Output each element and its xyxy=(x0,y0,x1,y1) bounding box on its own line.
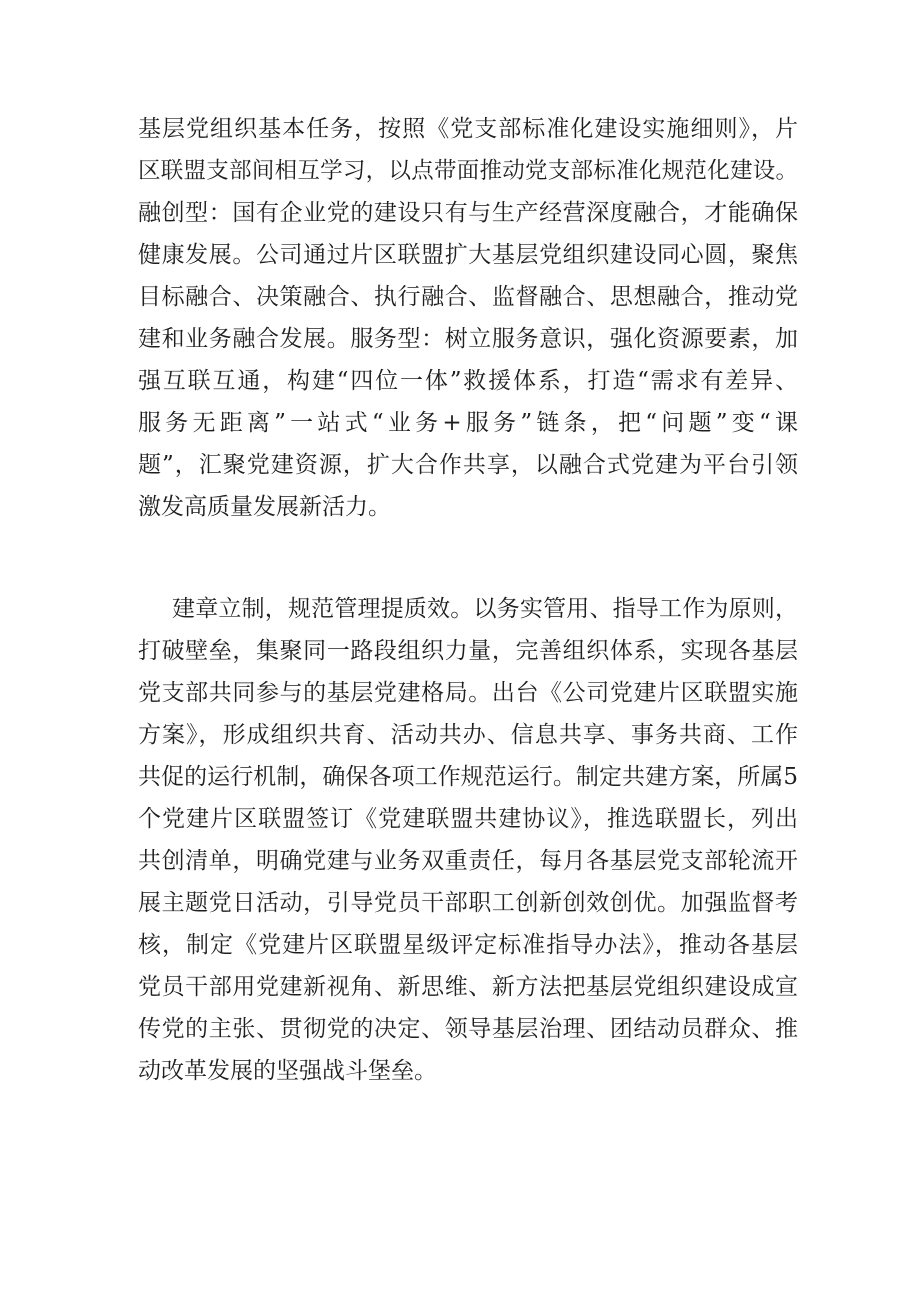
paragraph-line: 打破壁垒，集聚同一路段组织力量，完善组织体系，实现各基层 xyxy=(138,638,798,664)
paragraph-line: 方案》，形成组织共育、活动共办、信息共享、事务共商、工作 xyxy=(138,722,798,748)
paragraph-line: 融创型：国有企业党的建设只有与生产经营深度融合，才能确保 xyxy=(138,200,798,226)
paragraph-line: 服务无距离”一站式“业务+服务”链条，把“问题”变“课 xyxy=(138,410,798,436)
paragraph-line: 党支部共同参与的基层党建格局。出台《公司党建片区联盟实施 xyxy=(138,680,798,706)
paragraph-line: 基层党组织基本任务，按照《党支部标准化建设实施细则》，片 xyxy=(138,116,798,142)
paragraph-line: 区联盟支部间相互学习，以点带面推动党支部标准化规范化建设。 xyxy=(138,158,798,184)
paragraph-line: 建和业务融合发展。服务型：树立服务意识，强化资源要素，加 xyxy=(138,326,798,352)
paragraph-1 xyxy=(138,108,798,528)
paragraph-line: 动改革发展的坚强战斗堡垒。 xyxy=(138,1058,437,1084)
paragraph-line: 传党的主张、贯彻党的决定、领导基层治理、团结动员群众、推 xyxy=(138,1016,798,1042)
paragraph-line: 建章立制，规范管理提质效。以务实管用、指导工作为原则， xyxy=(172,596,798,622)
paragraph-line: 党员干部用党建新视角、新思维、新方法把基层党组织建设成宣 xyxy=(138,974,798,1000)
paragraph-line: 个党建片区联盟签订《党建联盟共建协议》，推选联盟长，列出 xyxy=(138,806,798,832)
paragraph-line: 目标融合、决策融合、执行融合、监督融合、思想融合，推动党 xyxy=(138,284,798,310)
paragraph-line: 核，制定《党建片区联盟星级评定标准指导办法》，推动各基层 xyxy=(138,932,798,958)
paragraph-line: 题”，汇聚党建资源，扩大合作共享，以融合式党建为平台引领 xyxy=(138,452,798,478)
paragraph-line: 强互联互通，构建“四位一体”救援体系，打造“需求有差异、 xyxy=(138,368,798,394)
paragraph-line: 共创清单，明确党建与业务双重责任，每月各基层党支部轮流开 xyxy=(138,848,798,874)
paragraph-line: 展主题党日活动，引导党员干部职工创新创效创优。加强监督考 xyxy=(138,890,798,916)
paragraph-line: 激发高质量发展新活力。 xyxy=(138,494,391,520)
paragraph-line: 健康发展。公司通过片区联盟扩大基层党组织建设同心圆，聚焦 xyxy=(138,242,798,268)
paragraph-2 xyxy=(138,588,798,1092)
paragraph-line: 共促的运行机制，确保各项工作规范运行。制定共建方案，所属5 xyxy=(138,764,798,790)
